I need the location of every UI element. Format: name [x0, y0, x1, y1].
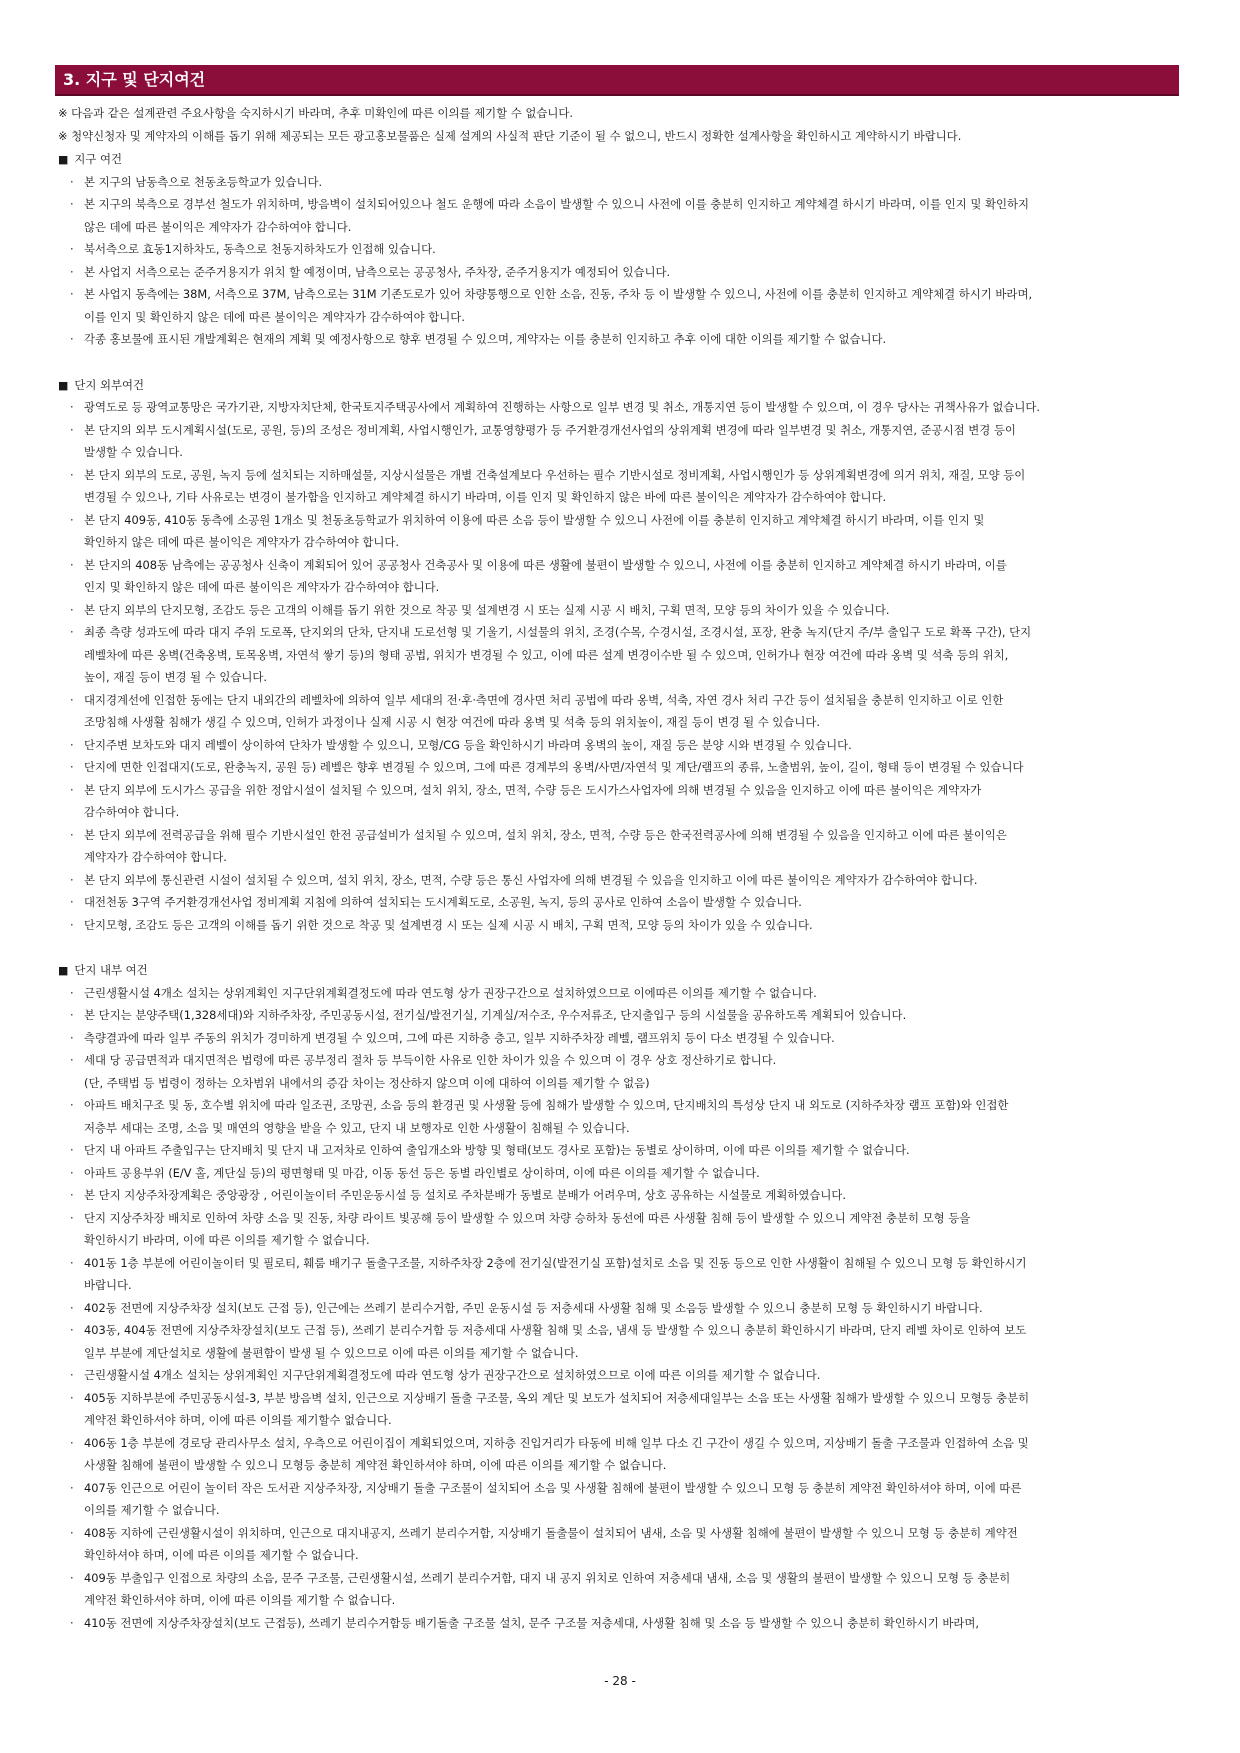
bullet-dot-icon: ·	[70, 242, 74, 256]
section-spacer	[58, 936, 1180, 959]
list-item	[58, 1139, 1180, 1162]
list-item	[58, 689, 1180, 734]
list-item-text: 발생할 수 있습니다.	[84, 445, 183, 459]
sections-container	[58, 148, 1180, 1634]
list-item	[58, 1567, 1180, 1612]
list-item	[58, 1027, 1180, 1050]
bullet-dot-icon: ·	[70, 782, 74, 797]
list-item	[58, 621, 1180, 689]
bullet-dot-icon: ·	[70, 1615, 74, 1630]
list-item-text: 아파트 공용부위 (E/V 홀, 계단실 등)의 평면형태 및 마감, 이동 동선 등은 동별 라인별로 상이하며, 이에 따른 이의를 제기할 수 없습니다.	[84, 1165, 760, 1180]
section-title	[58, 374, 1180, 397]
list-item	[58, 982, 1180, 1005]
list-item-text: 레벨차에 따른 옹벽(건축옹벽, 토목옹벽, 자연석 쌓기 등)의 형태 공법, 위치가 변경될 수 있고, 이에 따른 설계 변경이수반 될 수 있으며, 인허가나 현장 여건에 따라 옹벽 및 석축 등의 위치,	[84, 647, 1009, 662]
bullet-dot-icon: ·	[70, 287, 74, 301]
section-title	[58, 148, 1180, 171]
list-item-text: 근린생활시설 4개소 설치는 상위계획인 지구단위계획결정도에 따라 연도형 상가 권장구간으로 설치하였으므로 이에따른 이의를 제기할 수 없습니다.	[84, 985, 817, 1000]
bullet-dot-icon: ·	[70, 1323, 74, 1337]
list-item-text: 단지 내 아파트 주출입구는 단지배치 및 단지 내 고저차로 인하여 출입개소와 방향 및 형태(보도 경사로 포함)는 동별로 상이하며, 이에 따른 이의를 제기할 수 없습니다.	[84, 1143, 910, 1157]
bullet-dot-icon: ·	[70, 174, 74, 189]
list-item-text: 본 단지 외부에 도시가스 공급을 위한 정압시설이 설치될 수 있으며, 설치 위치, 장소, 면적, 수량 등은 도시가스사업자에 의해 변경될 수 있음을 인지하고 이에 따른 불이익은 계약자가	[84, 782, 982, 797]
document-body	[58, 102, 1180, 1634]
list-item-text: 이를 인지 및 확인하지 않은 데에 따른 불이익은 계약자가 감수하여야 합니다.	[84, 309, 465, 324]
list-item	[58, 1162, 1180, 1185]
section-title-label: 단지 내부 여건	[74, 963, 148, 977]
bullet-dot-icon: ·	[70, 512, 74, 527]
notice-line: ※ 청약신청자 및 계약자의 이해를 돕기 위해 제공되는 모든 광고홍보물품은 실제 설계의 사실적 판단 기준이 될 수 없으니, 반드시 정확한 설계사항을 확인하시고 계약하시기 바랍니다.	[58, 129, 962, 143]
list-item	[58, 734, 1180, 757]
list-item-text: 본 사업지 서측으로는 준주거용지가 위치 할 예정이며, 남측으로는 공공청사, 주차장, 준주거용지가 예정되어 있습니다.	[84, 264, 671, 279]
list-item-text: 측량결과에 따라 일부 주동의 위치가 경미하게 변경될 수 있으며, 그에 따른 지하층 층고, 일부 지하주차장 레벨, 램프위치 등이 다소 변경될 수 있습니다.	[84, 1030, 835, 1045]
list-item	[58, 914, 1180, 937]
list-item-text: 아파트 배치구조 및 동, 호수별 위치에 따라 일조권, 조망권, 소음 등의 환경권 및 사생활 등에 침해가 발생할 수 있으며, 단지배치의 특성상 단지 내 외도로 (지하주차장 램프 포함)와 인접한	[84, 1098, 1009, 1112]
page-number: - 28 -	[604, 1674, 636, 1688]
list-item	[58, 1094, 1180, 1139]
list-item-text: 본 단지의 408동 남측에는 공공청사 신축이 계획되어 있어 공공청사 건축공사 및 이용에 따른 생활에 불편이 발생할 수 있으니, 사전에 이를 충분히 인지하고 계약체결 하시기 바라며, 이를	[84, 557, 1007, 572]
list-item	[58, 1252, 1180, 1297]
bullet-dot-icon: ·	[70, 197, 74, 211]
list-item-text: 402동 전면에 지상주차장 설치(보도 근접 등), 인근에는 쓰레기 분리수거함, 주민 운동시설 등 저층세대 사생활 침해 및 소음등 발생할 수 있으니 충분히 모형 등 확인하시기 바랍니다.	[84, 1300, 983, 1315]
list-item	[58, 1297, 1180, 1320]
list-item-text: 본 단지 외부의 단지모형, 조감도 등은 고객의 이해를 돕기 위한 것으로 착공 및 설계변경 시 또는 실제 시공 시 배치, 구획 면적, 모양 등의 차이가 있을 수 있습니다.	[84, 602, 890, 617]
list-item-text: 본 지구의 남동측으로 천동초등학교가 있습니다.	[84, 174, 323, 189]
square-bullet-icon: ■	[58, 153, 69, 166]
bullet-dot-icon: ·	[70, 1053, 74, 1067]
bullet-dot-icon: ·	[70, 1098, 74, 1112]
list-item-text: 북서측으로 효동1지하차도, 동측으로 천동지하차도가 인접해 있습니다.	[84, 242, 436, 256]
list-item-text: (단, 주택법 등 법령이 정하는 오차범위 내에서의 증감 차이는 정산하지 않으며 이에 대하여 이의를 제기할 수 없음)	[84, 1075, 650, 1090]
list-item-text: 단지 지상주차장 배치로 인하여 차량 소음 및 진동, 차량 라이트 빛공해 등이 발생할 수 있으며 차량 승하차 동선에 따른 사생활 침해 등이 발생할 수 있으니 계약전 충분히 모형 등을	[84, 1210, 971, 1225]
list-item	[58, 419, 1180, 464]
bullet-dot-icon: ·	[70, 400, 74, 414]
bullet-dot-icon: ·	[70, 1480, 74, 1495]
list-item-text: 본 사업지 동측에는 38M, 서측으로 37M, 남측으로는 31M 기존도로가 있어 차량통행으로 인한 소음, 진동, 주차 등 이 발생할 수 있으니, 사전에 이를 충분히 인지하고 계약체결 하시기 바라며,	[84, 287, 1033, 301]
list-item-text: 본 단지 409동, 410동 동측에 소공원 1개소 및 천동초등학교가 위치하여 이용에 따른 소음 등이 발생할 수 있으니 사전에 이를 충분히 인지하고 계약체결 하시기 바라며, 이를 인지 및	[84, 512, 985, 527]
list-item-text: 않은 데에 따른 불이익은 계약자가 감수하여야 합니다.	[84, 219, 352, 234]
list-item-text: 본 단지 지상주차장계획은 중앙광장 , 어린이놀이터 주민운동시설 등 설치로 주차분배가 동별로 분배가 어려우며, 상호 공유하는 시설물로 계획하였습니다.	[84, 1188, 847, 1202]
list-item	[58, 464, 1180, 509]
section-spacer	[58, 351, 1180, 374]
bullet-dot-icon: ·	[70, 467, 74, 482]
list-item-text: 407동 인근으로 어린이 놀이터 작은 도서관 지상주차장, 지상배기 돌출 구조물이 설치되어 소음 및 사생활 침해에 불편이 발생할 수 있으니 모형 등 충분히 계약전 확인하셔야 하며, 이에 따른	[84, 1480, 1022, 1495]
bullet-dot-icon: ·	[70, 1008, 74, 1022]
list-item-text: 본 단지 외부의 도로, 공원, 녹지 등에 설치되는 지하매설물, 지상시설물은 개별 건축설계보다 우선하는 필수 기반시설로 정비계획, 사업시행인가 등 상위계획변경에 의거 위치, 재질, 모양 등이	[84, 467, 1026, 482]
bullet-dot-icon: ·	[70, 557, 74, 572]
bullet-dot-icon: ·	[70, 1030, 74, 1045]
list-item-text: 사생활 침해에 불편이 발생할 수 있으니 모형등 충분히 계약전 확인하셔야 하며, 이에 따른 이의를 제기할 수 없습니다.	[84, 1458, 667, 1472]
list-item-text: 확인하지 않은 데에 따른 불이익은 계약자가 감수하여야 합니다.	[84, 535, 400, 549]
list-item-text: 단지에 면한 인접대지(도로, 완충녹지, 공원 등) 레벨은 향후 변경될 수 있으며, 그에 따른 경계부의 옹벽/사면/자연석 및 계단/램프의 종류, 노출범위, 높이, 길이, 형태 등이 변경될 수 있습니다	[84, 760, 1024, 774]
list-item-text: 감수하여야 합니다.	[84, 805, 180, 819]
bullet-dot-icon: ·	[70, 692, 74, 707]
bullet-dot-icon: ·	[70, 1570, 74, 1585]
section-title-label: 단지 외부여건	[74, 377, 145, 392]
list-item	[58, 238, 1180, 261]
bullet-dot-icon: ·	[70, 264, 74, 279]
bullet-dot-icon: ·	[70, 602, 74, 617]
list-item	[58, 509, 1180, 554]
list-item-text: 저층부 세대는 조명, 소음 및 매연의 영향을 받을 수 있고, 단지 내 보행자로 인한 사생활이 침해될 수 있습니다.	[84, 1120, 630, 1135]
list-item	[58, 328, 1180, 351]
list-item-text: 단지주변 보차도와 대지 레벨이 상이하여 단차가 발생할 수 있으니, 모형/CG 등을 확인하시기 바라며 옹벽의 높이, 재질 등은 분양 시와 변경될 수 있습니다.	[84, 737, 852, 752]
list-item-text: 근린생활시설 4개소 설치는 상위계획인 지구단위계획결정도에 따라 연도형 상가 권장구간으로 설치하였으므로 이에 따른 이의를 제기할 수 없습니다.	[84, 1368, 821, 1382]
list-item-text: 바랍니다.	[84, 1278, 132, 1292]
list-item-text: 본 단지는 분양주택(1,328세대)와 지하주차장, 주민공동시설, 전기실/발전기실, 기계실/저수조, 우수저류조, 단지출입구 등의 시설물을 공유하도록 계획되어 있습니다.	[84, 1008, 907, 1022]
list-item-text: 최종 측량 성과도에 따라 대지 주위 도로폭, 단지외의 단차, 단지내 도로선형 및 기울기, 시설물의 위치, 조경(수목, 수경시설, 조경시설, 포장, 완충 녹지(단지 주/부 출입구 도로 확폭 구간), 단지	[84, 625, 1032, 639]
section-header-bar	[55, 65, 1179, 96]
list-item	[58, 283, 1180, 328]
list-item	[58, 599, 1180, 622]
bullet-dot-icon: ·	[70, 1435, 74, 1450]
list-item-text: 409동 부출입구 인접으로 차량의 소음, 문주 구조물, 근린생활시설, 쓰레기 분리수거함, 대지 내 공지 위치로 인하여 저층세대 냄새, 소음 및 생활의 불편이 발생할 수 있으니 모형 등 충분히	[84, 1570, 1011, 1585]
list-item	[58, 824, 1180, 869]
bullet-dot-icon: ·	[70, 872, 74, 887]
list-item-text: 본 단지 외부에 전력공급을 위해 필수 기반시설인 한전 공급설비가 설치될 수 있으며, 설치 위치, 장소, 면적, 수량 등은 한국전력공사에 의해 변경될 수 있음을 인지하고 이에 따른 불이익은	[84, 827, 1007, 842]
bullet-dot-icon: ·	[70, 917, 74, 932]
list-item	[58, 1432, 1180, 1477]
list-item-text: 광역도로 등 광역교통망은 국가기관, 지방자치단체, 한국토지주택공사에서 계획하여 진행하는 사항으로 일부 변경 및 취소, 개통지연 등이 발생할 수 있으며, 이 경우 당사는 귀책사유가 없습니다.	[84, 400, 1041, 414]
bullet-dot-icon: ·	[70, 1210, 74, 1225]
list-item-text: 확인하시기 바라며, 이에 따른 이의를 제기할 수 없습니다.	[84, 1233, 370, 1247]
list-item	[58, 1319, 1180, 1364]
bullet-dot-icon: ·	[70, 985, 74, 1000]
list-item	[58, 171, 1180, 194]
bullet-dot-icon: ·	[70, 1255, 74, 1270]
list-item	[58, 1004, 1180, 1027]
list-item-text: 본 단지의 외부 도시계획시설(도로, 공원, 등)의 조성은 정비계획, 사업시행인가, 교통영향평가 등 주거환경개선사업의 상위계획 변경에 따라 일부변경 및 취소, 개통지연, 준공시점 변경 등이	[84, 422, 1016, 437]
list-item-text: 세대 당 공급면적과 대지면적은 법령에 따른 공부정리 절차 등 부득이한 사유로 인한 차이가 있을 수 있으며 이 경우 상호 정산하기로 합니다.	[84, 1053, 777, 1067]
list-item	[58, 261, 1180, 284]
list-item-text: 인지 및 확인하지 않은 데에 따른 불이익은 계약자가 감수하여야 합니다.	[84, 580, 440, 594]
list-item	[58, 1387, 1180, 1432]
list-item-text: 405동 지하부분에 주민공동시설-3, 부분 방음벽 설치, 인근으로 지상배기 돌출 구조물, 옥외 계단 및 보도가 설치되어 저층세대일부는 소음 또는 사생활 침해가 발생할 수 있으니 모형등 충분히	[84, 1390, 1030, 1405]
bullet-dot-icon: ·	[70, 332, 74, 346]
bullet-dot-icon: ·	[70, 1525, 74, 1540]
notice-line: ※ 다음과 같은 설계관련 주요사항을 숙지하시기 바라며, 추후 미확인에 따른 이의를 제기할 수 없습니다.	[58, 106, 573, 120]
list-item	[58, 1364, 1180, 1387]
bullet-dot-icon: ·	[70, 625, 74, 639]
square-bullet-icon: ■	[58, 964, 69, 977]
square-bullet-icon: ■	[58, 378, 69, 392]
bullet-dot-icon: ·	[70, 422, 74, 437]
list-item	[58, 1612, 1180, 1635]
section-header-title: 3. 지구 및 단지여건	[63, 70, 206, 89]
list-item-text: 408동 지하에 근린생활시설이 위치하며, 인근으로 대지내공지, 쓰레기 분리수거함, 지상배기 돌출물이 설치되어 냄새, 소음 및 사생활 침해에 불편이 발생할 수 있으니 모형 등 충분히 계약전	[84, 1525, 1018, 1540]
list-item-text: 변경될 수 있으나, 기타 사유로는 변경이 불가함을 인지하고 계약체결 하시기 바라며, 이를 인지 및 확인하지 않은 바에 따른 불이익은 계약자가 감수하여야 합니다.	[84, 490, 887, 504]
list-item	[58, 1184, 1180, 1207]
section-title-label: 지구 여건	[74, 152, 123, 166]
section-title	[58, 959, 1180, 982]
list-item	[58, 1522, 1180, 1567]
list-item-text: 각종 홍보물에 표시된 개발계획은 현재의 계획 및 예정사항으로 향후 변경될 수 있으며, 계약자는 이를 충분히 인지하고 추후 이에 대한 이의를 제기할 수 없습니다.	[84, 332, 887, 346]
bullet-dot-icon: ·	[70, 760, 74, 774]
list-item-text: 본 단지 외부에 통신관련 시설이 설치될 수 있으며, 설치 위치, 장소, 면적, 수량 등은 통신 사업자에 의해 변경될 수 있음을 인지하고 이에 따른 불이익은 계약자가 감수하여야 합니다.	[84, 872, 978, 887]
list-item-text: 대지경계선에 인접한 동에는 단지 내외간의 레벨차에 의하여 일부 세대의 전·후·측면에 경사면 처리 공법에 따라 옹벽, 석축, 자연 경사 처리 구간 등이 설치됨을 충분히 인지하고 이로 인한	[84, 692, 1004, 707]
list-item-text: 조망침해 사생활 침해가 생길 수 있으며, 인허가 과정이나 실제 시공 시 현장 여건에 따라 옹벽 및 석축 등의 위치높이, 재질 등이 변경 될 수 있습니다.	[84, 715, 820, 729]
list-item	[58, 1049, 1180, 1094]
list-item-text: 403동, 404동 전면에 지상주차장설치(보도 근접 등), 쓰레기 분리수거함 등 저층세대 사생활 침해 및 소음, 냄새 등 발생할 수 있으니 충분히 확인하시기 바라며, 단지 레벨 차이로 인하여 보도	[84, 1323, 1027, 1337]
bullet-dot-icon: ·	[70, 895, 74, 909]
list-item-text: 406동 1층 부분에 경로당 관리사무소 설치, 우측으로 어린이집이 계획되었으며, 지하층 진입거리가 타동에 비해 일부 다소 긴 구간이 생길 수 있으며, 지상배기 돌출 구조물과 인접하여 소음 및	[84, 1435, 1029, 1450]
list-item-text: 대전천동 3구역 주거환경개선사업 정비계획 지침에 의하여 설치되는 도시계획도로, 소공원, 녹지, 등의 공사로 인하여 소음이 발생할 수 있습니다.	[84, 895, 802, 909]
list-item	[58, 1477, 1180, 1522]
list-item	[58, 756, 1180, 779]
bullet-dot-icon: ·	[70, 1165, 74, 1180]
list-item-text: 계약자가 감수하여야 합니다.	[84, 850, 227, 864]
bullet-dot-icon: ·	[70, 737, 74, 752]
bullet-dot-icon: ·	[70, 1368, 74, 1382]
list-item-text: 일부 부분에 계단설치로 생활에 불편함이 발생 될 수 있으므로 이에 따른 이의를 제기할 수 없습니다.	[84, 1345, 579, 1360]
list-item	[58, 869, 1180, 892]
list-item	[58, 554, 1180, 599]
list-item	[58, 779, 1180, 824]
list-item-text: 확인하셔야 하며, 이에 따른 이의를 제기할 수 없습니다.	[84, 1548, 359, 1562]
bullet-dot-icon: ·	[70, 1390, 74, 1405]
bullet-dot-icon: ·	[70, 1300, 74, 1315]
bullet-dot-icon: ·	[70, 1143, 74, 1157]
bullet-dot-icon: ·	[70, 827, 74, 842]
list-item	[58, 396, 1180, 419]
bullet-dot-icon: ·	[70, 1188, 74, 1202]
list-item-text: 401동 1층 부분에 어린이놀이터 및 필로티, 훼룸 배기구 돌출구조물, 지하주차장 2층에 전기실(발전기실 포함)설치로 소음 및 진동 등으로 인한 사생활이 침해될 수 있으니 모형 등 확인하시기	[84, 1255, 1027, 1270]
list-item-text: 본 지구의 북측으로 경부선 철도가 위치하며, 방음벽이 설치되어있으나 철도 운행에 따라 소음이 발생할 수 있으니 사전에 이를 충분히 인지하고 계약체결 하시기 바라며, 이를 인지 및 확인하지	[84, 197, 1030, 211]
list-item	[58, 891, 1180, 914]
list-item	[58, 193, 1180, 238]
list-item-text: 계약전 확인하셔야 하며, 이에 따른 이의를 제기할 수 없습니다.	[84, 1593, 396, 1607]
list-item	[58, 1207, 1180, 1252]
list-item-text: 이의를 제기할 수 없습니다.	[84, 1503, 220, 1517]
list-item-text: 계약전 확인하셔야 하며, 이에 따른 이의를 제기할수 없습니다.	[84, 1413, 392, 1427]
list-item-text: 단지모형, 조감도 등은 고객의 이해를 돕기 위한 것으로 착공 및 설계변경 시 또는 실제 시공 시 배치, 구획 면적, 모양 등의 차이가 있을 수 있습니다.	[84, 917, 813, 932]
list-item-text: 높이, 재질 등이 변경 될 수 있습니다.	[84, 670, 268, 684]
list-item-text: 410동 전면에 지상주차장설치(보도 근접등), 쓰레기 분리수거함등 배기돌출 구조물 설치, 문주 구조물 저층세대, 사생활 침해 및 소음 등 발생할 수 있으니 충분히 확인하시기 바라며,	[84, 1615, 980, 1630]
